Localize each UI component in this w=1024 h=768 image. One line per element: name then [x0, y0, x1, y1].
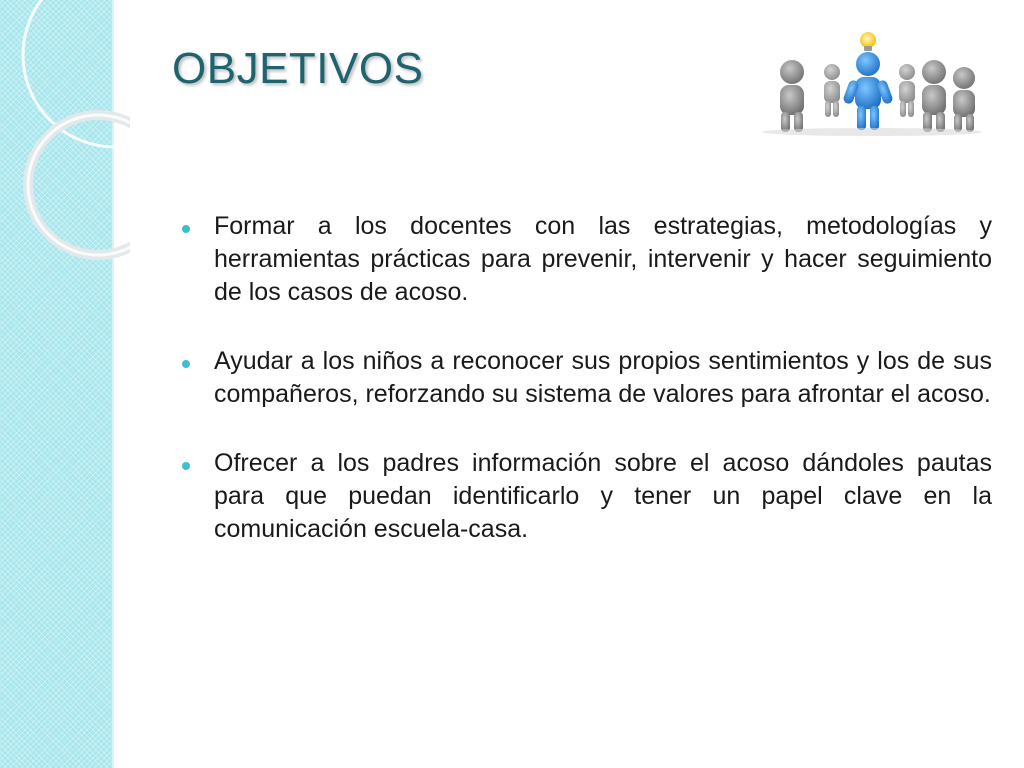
person-figure	[953, 67, 975, 132]
list-item	[180, 447, 992, 546]
objective-text: Ayudar a los niños a reconocer sus propios sentimientos y los de sus compañeros, reforzando su sistema de valores para afrontar el acoso.	[214, 347, 992, 408]
objectives-list	[180, 210, 992, 582]
team-leader-lightbulb-icon	[752, 30, 990, 136]
objective-text: Ofrecer a los padres información sobre el acoso dándoles pautas para que puedan identificarlo y tener un papel clave en la comunicación escuela-casa.	[214, 449, 992, 543]
slide-title: OBJETIVOS	[172, 44, 424, 93]
person-figure	[899, 64, 915, 117]
decorative-circles	[0, 0, 130, 260]
person-figure	[824, 64, 840, 117]
lightbulb-icon	[860, 32, 876, 51]
person-figure	[780, 60, 804, 132]
list-item	[180, 345, 992, 411]
bullet-icon	[182, 225, 190, 233]
person-figure	[922, 60, 946, 132]
bullet-icon	[182, 462, 190, 470]
objective-text: Formar a los docentes con las estrategias, metodologías y herramientas prácticas para prevenir, intervenir y hacer seguimiento de los casos de acoso.	[214, 212, 992, 306]
leader-figure	[842, 52, 894, 130]
list-item	[180, 210, 992, 309]
bullet-icon	[182, 360, 190, 368]
